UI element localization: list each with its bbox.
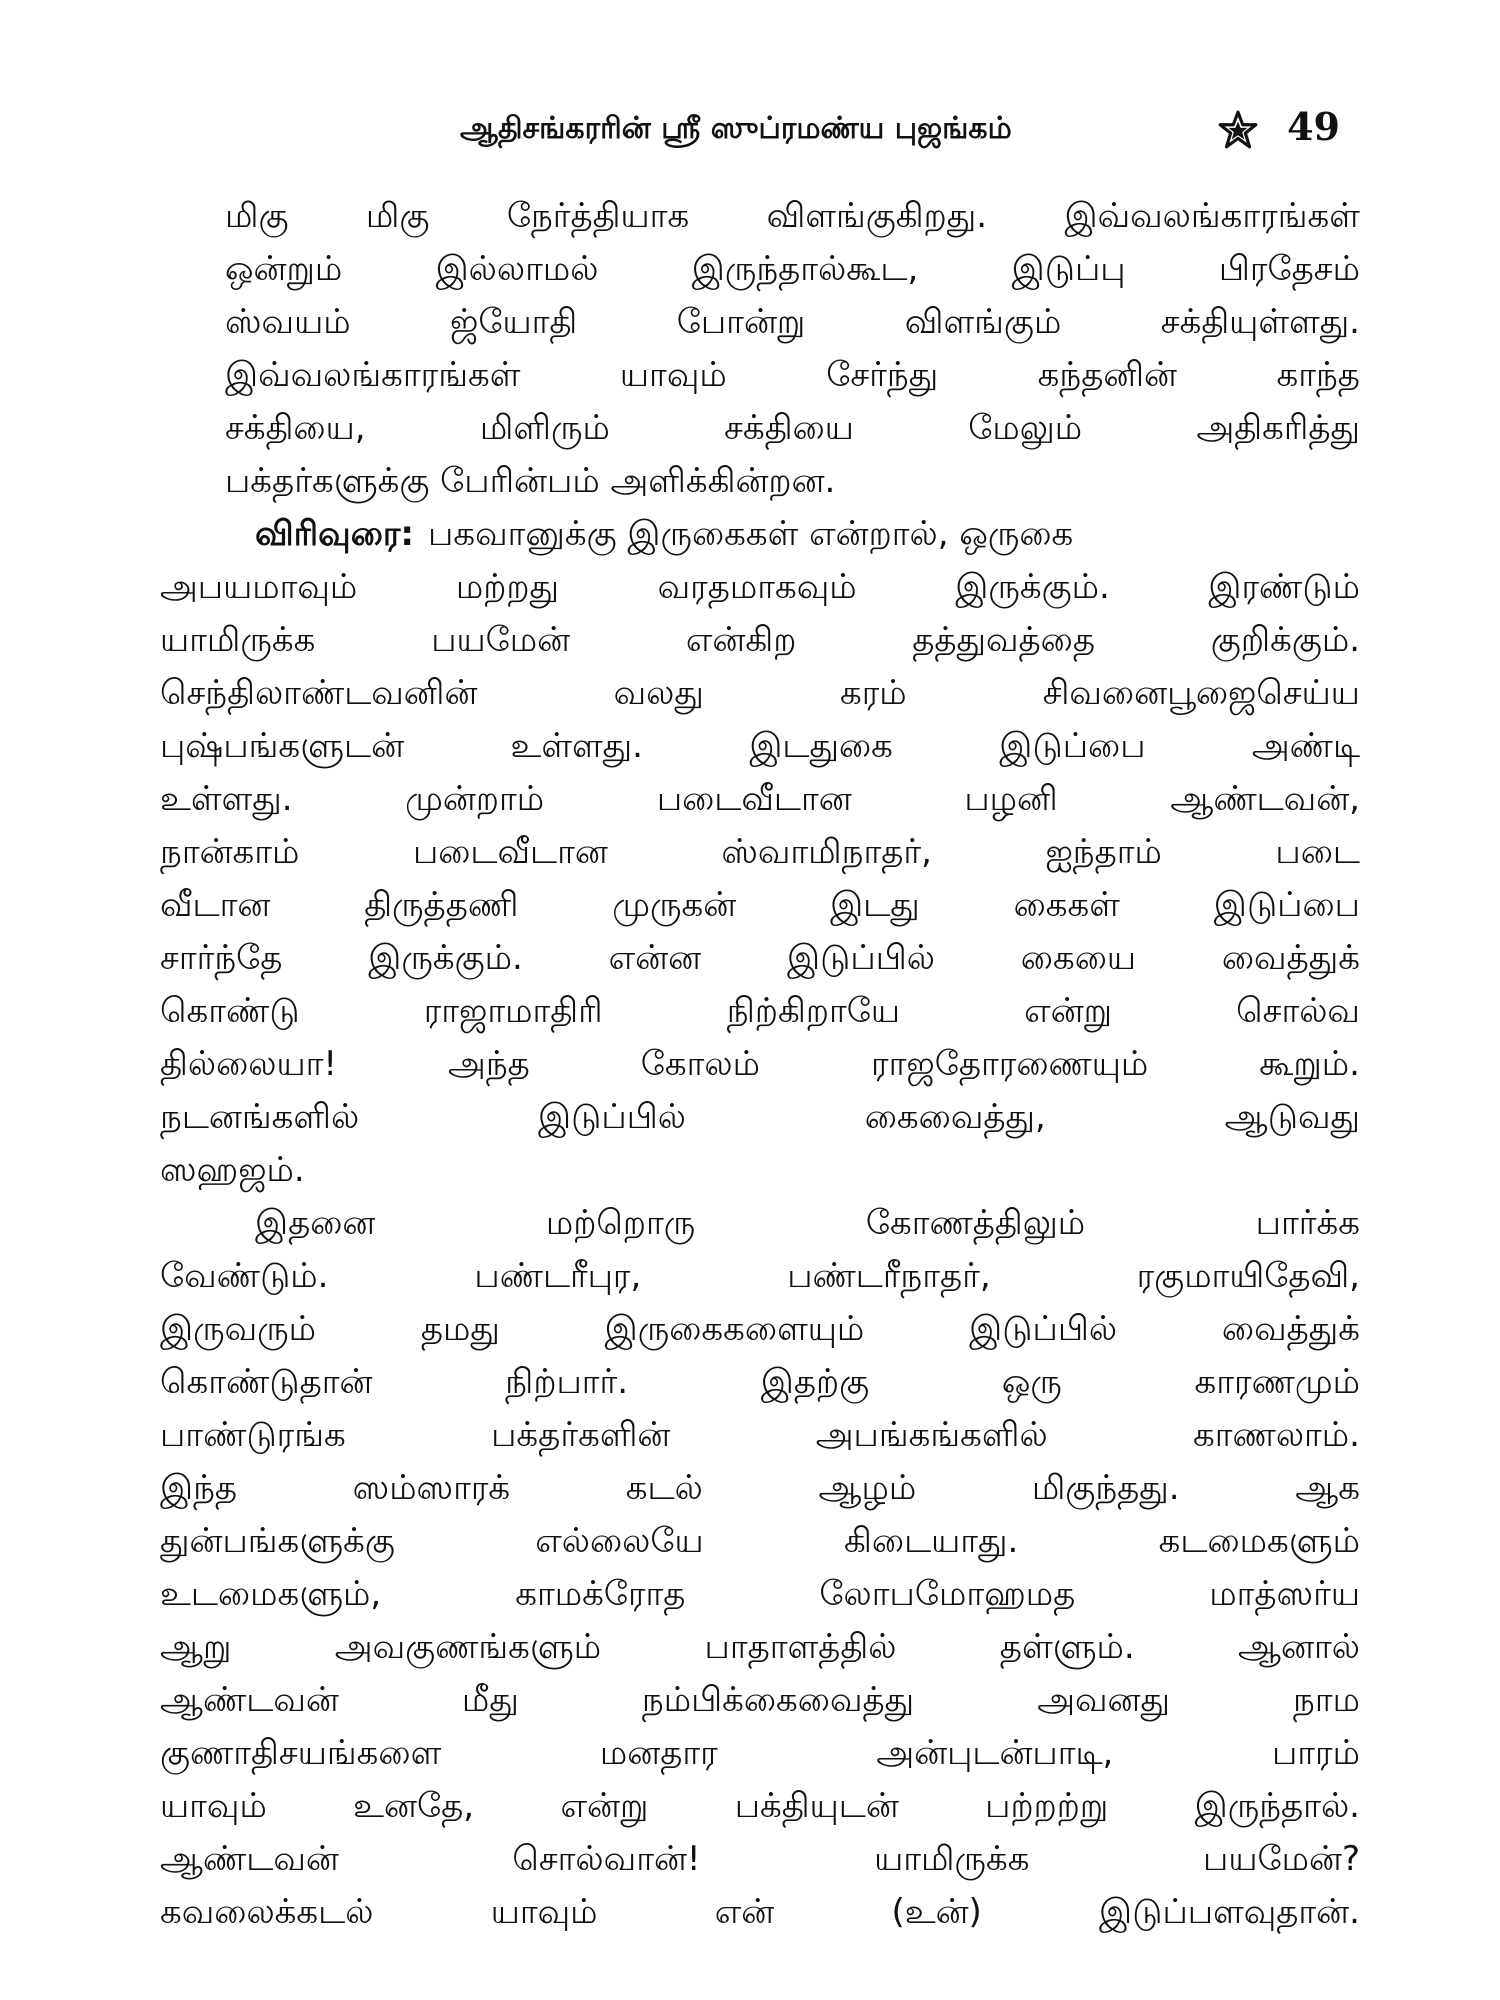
paragraph-line: அபயமாவும் மற்றது வரதமாகவும் இருக்கும். இரண்டும் (160, 567, 1360, 607)
paragraph-line: இந்த ஸம்ஸாரக் கடல் ஆழம் மிகுந்தது. ஆக (160, 1468, 1360, 1508)
paragraph-3 (160, 1197, 1360, 1939)
commentary-paragraph (160, 508, 1360, 1197)
paragraph-line: பாண்டுரங்க பக்தர்களின் அபங்கங்களில் காணலாம். (160, 1415, 1360, 1455)
paragraph-line: ஆண்டவன் மீது நம்பிக்கைவைத்து அவனது நாம (160, 1680, 1360, 1720)
paragraph-line: வீடான திருத்தணி முருகன் இடது கைகள் இடுப்பை (160, 885, 1360, 925)
paragraph-line: யாமிருக்க பயமேன் என்கிற தத்துவத்தை குறிக்கும். (160, 620, 1360, 660)
paragraph-line: ஸ்வயம் ஜ்யோதி போன்று விளங்கும் சக்தியுள்ளது. (225, 302, 1360, 342)
paragraph-line: ஆறு அவகுணங்களும் பாதாளத்தில் தள்ளும். ஆனால் (160, 1627, 1360, 1667)
paragraph-line: செந்திலாண்டவனின் வலது கரம் சிவனைபூஜைசெய்ய (160, 673, 1360, 713)
paragraph-line: ஆண்டவன் சொல்வான்! யாமிருக்க பயமேன்? (160, 1839, 1360, 1879)
paragraph-line: யாவும் உனதே, என்று பக்தியுடன் பற்றற்று இருந்தால். (160, 1786, 1360, 1826)
paragraph-1 (160, 190, 1360, 508)
paragraph-line: ஒன்றும் இல்லாமல் இருந்தால்கூட, இடுப்பு பிரதேசம் (225, 249, 1360, 289)
paragraph-first-line: இதனை மற்றொரு கோணத்திலும் பார்க்க (255, 1203, 1360, 1243)
paragraph-line: உள்ளது. முன்றாம் படைவீடான பழனி ஆண்டவன், (160, 779, 1360, 819)
paragraph-line: சார்ந்தே இருக்கும். என்ன இடுப்பில் கையை வைத்துக் (160, 938, 1360, 978)
paragraph-line: கொண்டுதான் நிற்பார். இதற்கு ஒரு காரணமும் (160, 1362, 1360, 1402)
paragraph-line: வேண்டும். பண்டரீபுர, பண்டரீநாதர், ரகுமாயிதேவி, (160, 1256, 1360, 1296)
paragraph-line: நான்காம் படைவீடான ஸ்வாமிநாதர், ஐந்தாம் படை (160, 832, 1360, 872)
paragraph-line: மிகு மிகு நேர்த்தியாக விளங்குகிறது. இவ்வலங்காரங்கள் (225, 196, 1360, 236)
paragraph-line: சக்தியை, மிளிரும் சக்தியை மேலும் அதிகரித்து (225, 408, 1360, 448)
paragraph-line: நடனங்களில் இடுப்பில் கைவைத்து, ஆடுவது (160, 1097, 1360, 1137)
star-icon (1217, 109, 1259, 151)
commentary-label: விரிவுரை: (255, 514, 415, 554)
paragraph-line: தில்லையா! அந்த கோலம் ராஜதோரணையும் கூறும். (160, 1044, 1360, 1084)
running-header-title: ஆதிசங்கரரின் ஸ்ரீ ஸுப்ரமண்ய புஜங்கம் (460, 110, 1012, 146)
paragraph-line: பக்தர்களுக்கு பேரின்பம் அளிக்கின்றன. (225, 461, 836, 501)
paragraph-line: இவ்வலங்காரங்கள் யாவும் சேர்ந்து கந்தனின் காந்த (225, 355, 1360, 395)
body-text (160, 190, 1360, 1939)
paragraph-line: கொண்டு ராஜாமாதிரி நிற்கிறாயே என்று சொல்வ (160, 991, 1360, 1031)
commentary-first-line-text: பகவானுக்கு இருகைகள் என்றால், ஒருகை (428, 514, 1074, 554)
paragraph-line: இருவரும் தமது இருகைகளையும் இடுப்பில் வைத்துக் (160, 1309, 1360, 1349)
paragraph-line: புஷ்பங்களுடன் உள்ளது. இடதுகை இடுப்பை அண்டி (160, 726, 1360, 766)
paragraph-line: குணாதிசயங்களை மனதார அன்புடன்பாடி, பாரம் (160, 1733, 1360, 1773)
paragraph-line: உடமைகளும், காமக்ரோத லோபமோஹமத மாத்ஸர்ய (160, 1574, 1360, 1614)
running-header (460, 100, 1340, 160)
paragraph-line: கவலைக்கடல் யாவும் என் (உன்) இடுப்பளவுதான். (160, 1892, 1360, 1932)
paragraph-line: ஸஹஜம். (160, 1150, 305, 1190)
paragraph-line: துன்பங்களுக்கு எல்லையே கிடையாது. கடமைகளும் (160, 1521, 1360, 1561)
commentary-first-line (160, 508, 1360, 561)
page-number: 49 (1287, 104, 1340, 149)
